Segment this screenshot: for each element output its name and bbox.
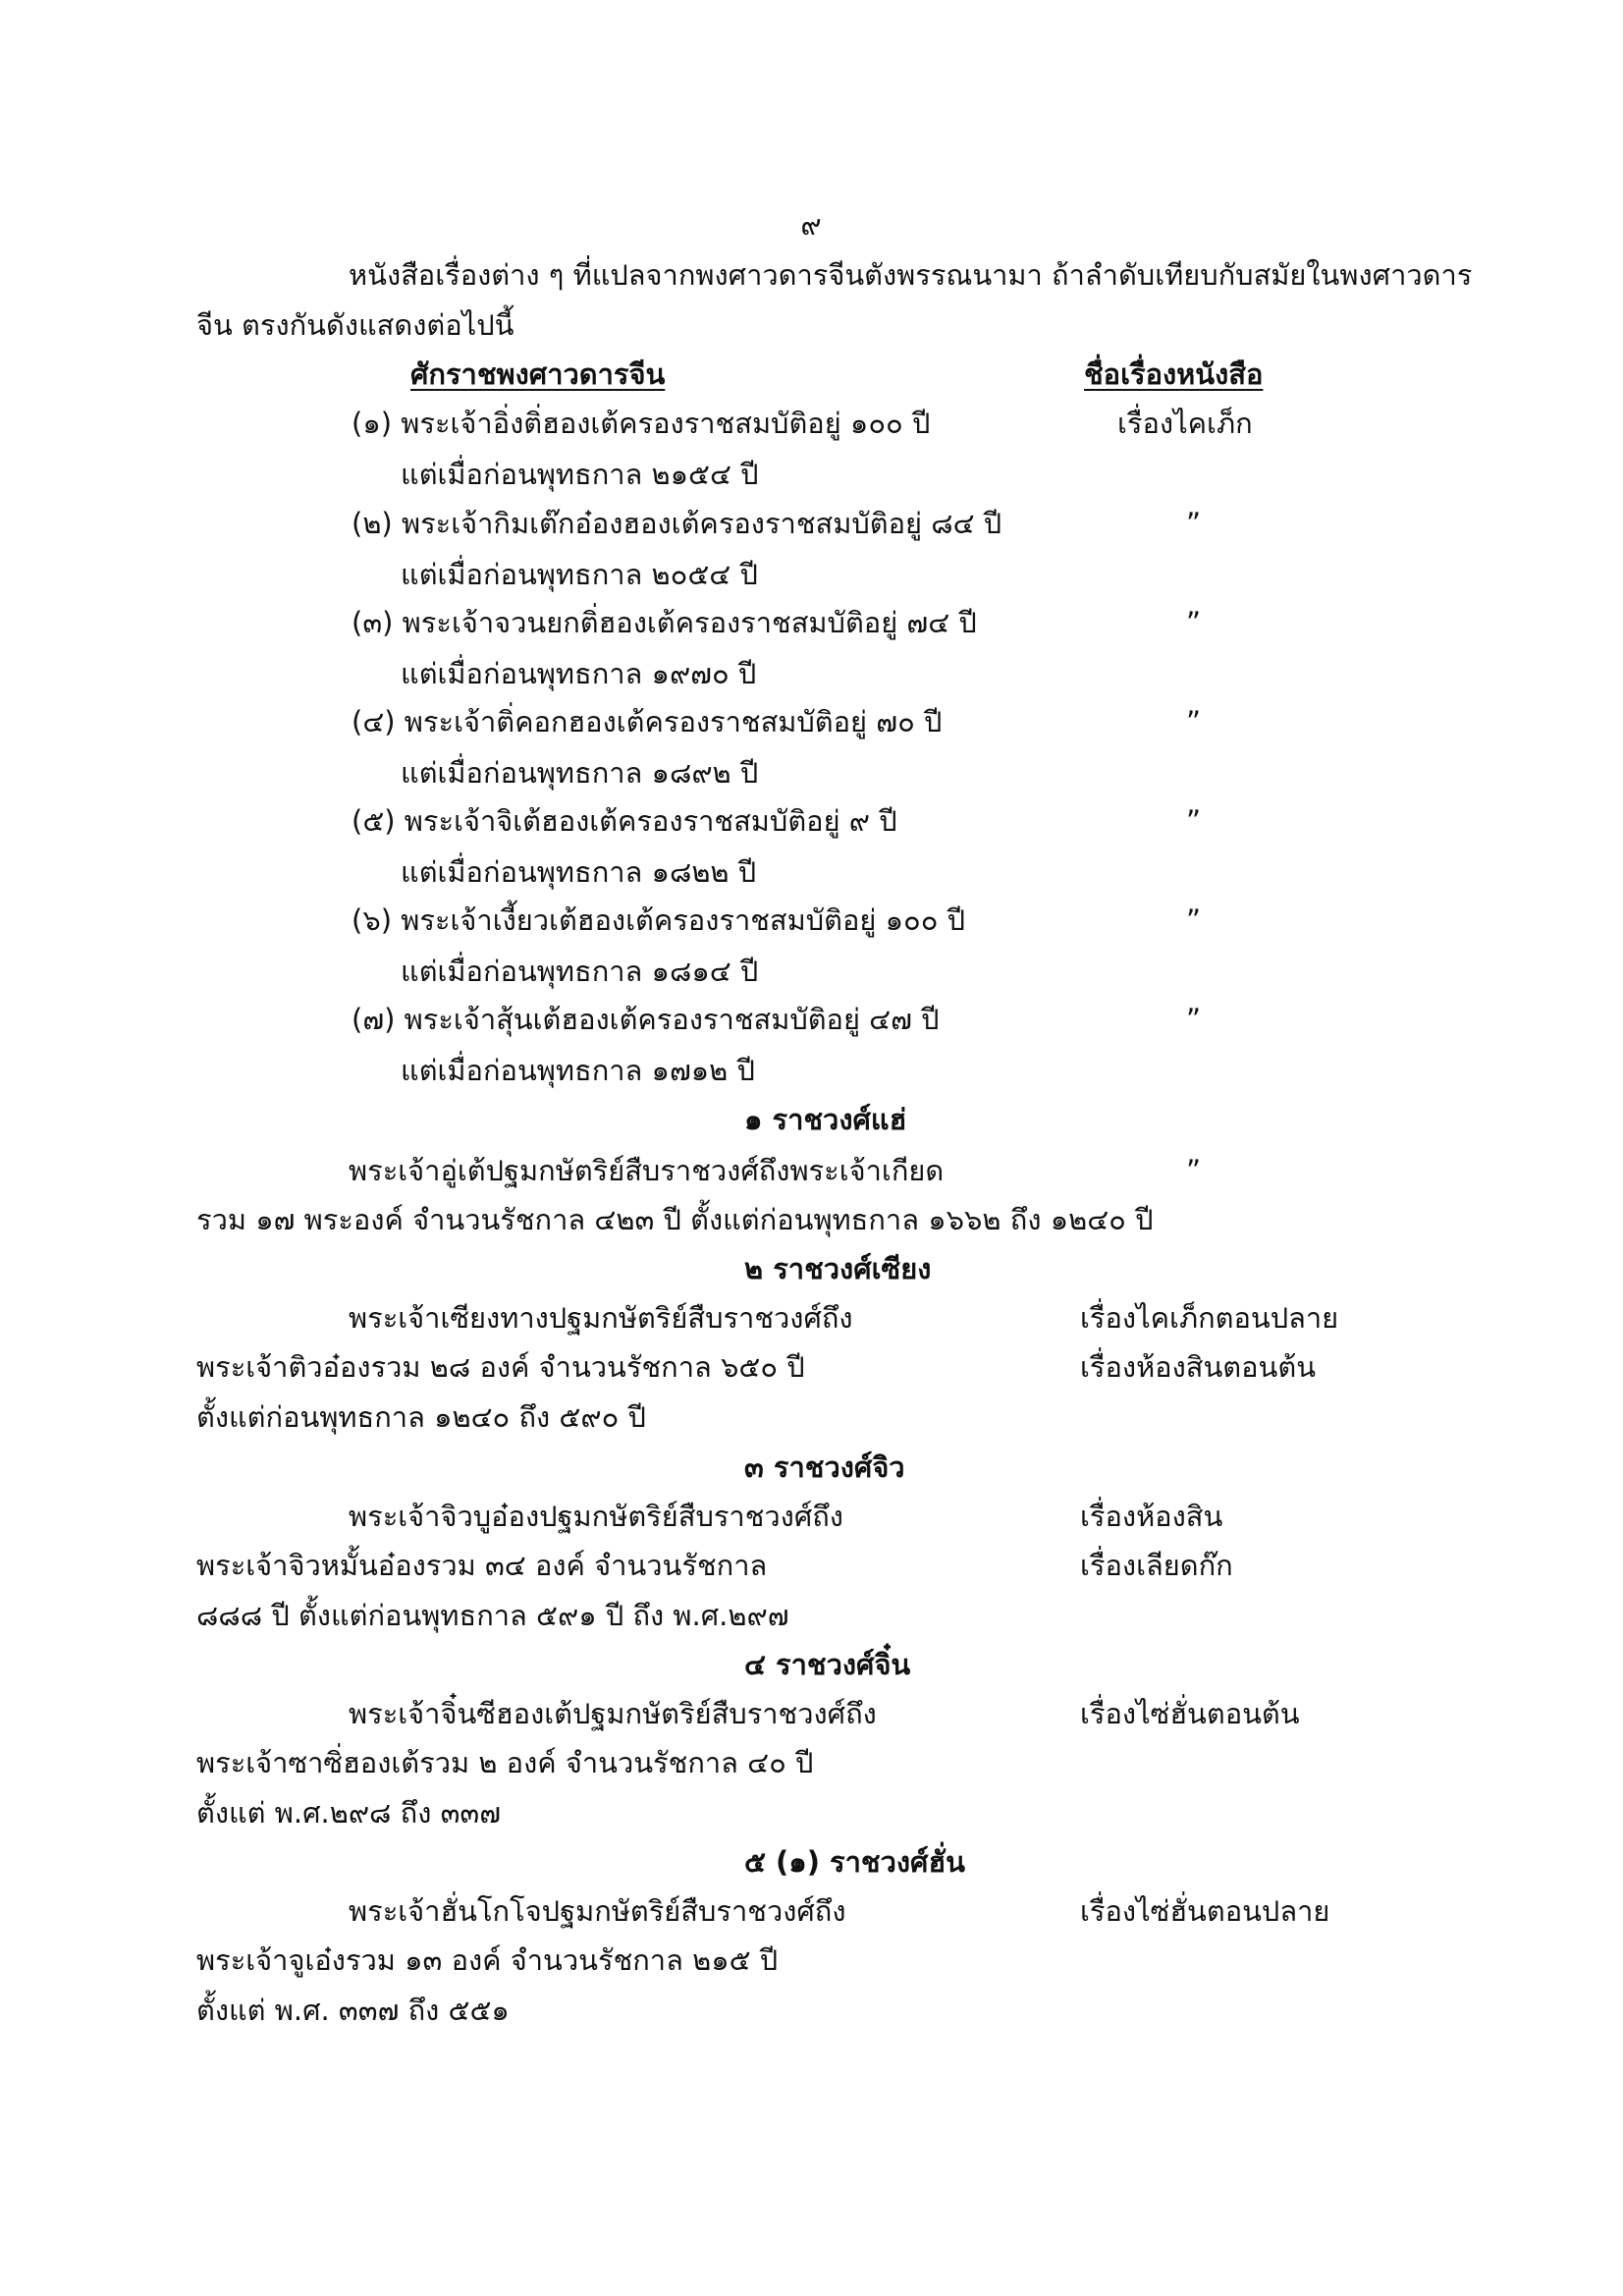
king-1-line-1: (๑) พระเจ้าอิ่งติ่ฮองเต้ครองราชสมบัติอยู่ ๑๐๐ ปี — [352, 407, 931, 440]
dynasty-3-line-1: พระเจ้าจิวบูอ๋องปฐมกษัตริย์สืบราชวงศ์ถึง — [349, 1500, 843, 1533]
dynasty-2-line-3: ตั้งแต่ก่อนพุทธกาล ๑๒๔๐ ถึง ๕๙๐ ปี — [196, 1400, 646, 1434]
dynasty-2-book-2: เรื่องห้องสินตอนต้น — [1080, 1350, 1317, 1384]
header-chinese-era: ศักราชพงศาวดารจีน — [410, 357, 666, 391]
dynasty-3-heading: ๓ ราชวงศ์จิว — [744, 1450, 905, 1484]
dynasty-1-heading: ๑ ราชวงศ์แฮ่ — [744, 1103, 907, 1136]
dynasty-5-heading: ๕ (๑) ราชวงศ์ฮั่น — [744, 1845, 965, 1879]
king-6-line-2: แต่เมื่อก่อนพุทธกาล ๑๘๑๔ ปี — [401, 955, 759, 988]
dynasty-2-line-2: พระเจ้าติวอ๋องรวม ๒๘ องค์ จำนวนรัชกาล ๖๕๐ ปี — [196, 1350, 805, 1384]
dynasty-4-line-2: พระเจ้าซาซิ่ฮองเต้รวม ๒ องค์ จำนวนรัชกาล ๔๐ ปี — [196, 1746, 814, 1779]
king-7-line-2: แต่เมื่อก่อนพุทธกาล ๑๗๑๒ ปี — [401, 1054, 755, 1087]
dynasty-5-book-1: เรื่องไซ่ฮั่นตอนปลาย — [1080, 1894, 1330, 1928]
ditto-mark: ” — [1186, 1003, 1202, 1036]
dynasty-5-line-3: ตั้งแต่ พ.ศ. ๓๓๗ ถึง ๕๕๑ — [196, 1994, 510, 2027]
king-6-line-1: (๖) พระเจ้าเงี้ยวเต้ฮองเต้ครองราชสมบัติอยู่ ๑๐๐ ปี — [352, 903, 966, 937]
ditto-mark: ” — [1186, 507, 1202, 540]
king-3-line-1: (๓) พระเจ้าจวนยกติ่ฮองเต้ครองราชสมบัติอยู่ ๗๔ ปี — [352, 606, 977, 639]
king-4-line-1: (๔) พระเจ้าติ่คอกฮองเต้ครองราชสมบัติอยู่ ๗๐ ปี — [352, 705, 943, 738]
dynasty-4-line-1: พระเจ้าจิ๋นซีฮองเต้ปฐมกษัตริย์สืบราชวงศ์ถึง — [349, 1697, 877, 1730]
ditto-mark: ” — [1186, 606, 1202, 639]
dynasty-1-line-1: พระเจ้าอู่เต้ปฐมกษัตริย์สืบราชวงศ์ถึงพระเจ้าเกียด — [349, 1154, 945, 1187]
dynasty-2-line-1: พระเจ้าเซียงทางปฐมกษัตริย์สืบราชวงศ์ถึง — [349, 1301, 853, 1335]
dynasty-3-line-2: พระเจ้าจิวหมั้นอ๋องรวม ๓๔ องค์ จำนวนรัชกาล — [196, 1549, 768, 1582]
dynasty-3-line-3: ๘๘๘ ปี ตั้งแต่ก่อนพุทธกาล ๕๙๑ ปี ถึง พ.ศ.๒๙๗ — [196, 1599, 789, 1632]
intro-line-1: หนังสือเรื่องต่าง ๆ ที่แปลจากพงศาวดารจีนตังพรรณนามา ถ้าลำดับเทียบกับสมัยในพงศาวดาร — [349, 258, 1473, 292]
dynasty-4-heading: ๔ ราชวงศ์จิ๋น — [744, 1648, 911, 1681]
king-2-line-1: (๒) พระเจ้ากิมเต๊กอ๋องฮองเต้ครองราชสมบัติอยู่ ๘๔ ปี — [352, 507, 1002, 540]
dynasty-4-book-1: เรื่องไซ่ฮั่นตอนต้น — [1080, 1697, 1300, 1730]
king-3-line-2: แต่เมื่อก่อนพุทธกาล ๑๙๗๐ ปี — [401, 657, 757, 690]
king-5-line-2: แต่เมื่อก่อนพุทธกาล ๑๘๒๒ ปี — [401, 855, 757, 889]
dynasty-2-heading: ๒ ราชวงศ์เซียง — [744, 1252, 932, 1285]
dynasty-5-line-1: พระเจ้าฮั่นโกโจปฐมกษัตริย์สืบราชวงศ์ถึง — [349, 1894, 846, 1928]
ditto-mark: ” — [1186, 1154, 1202, 1187]
ditto-mark: ” — [1186, 804, 1202, 838]
king-1-book: เรื่องไคเภ็ก — [1117, 407, 1253, 440]
ditto-mark: ” — [1186, 705, 1202, 738]
ditto-mark: ” — [1186, 903, 1202, 937]
dynasty-2-book-1: เรื่องไคเภ็กตอนปลาย — [1080, 1301, 1339, 1335]
king-1-line-2: แต่เมื่อก่อนพุทธกาล ๒๑๕๔ ปี — [401, 458, 759, 491]
header-book-title: ชื่อเรื่องหนังสือ — [1084, 357, 1264, 391]
page-number: ๙ — [800, 208, 822, 242]
king-5-line-1: (๕) พระเจ้าจิเต้ฮองเต้ครองราชสมบัติอยู่ ๙ ปี — [352, 804, 897, 838]
intro-line-2: จีน ตรงกันดังแสดงต่อไปนี้ — [196, 308, 514, 342]
king-7-line-1: (๗) พระเจ้าสุ้นเต้ฮองเต้ครองราชสมบัติอยู่ ๔๗ ปี — [352, 1003, 940, 1036]
dynasty-3-book-2: เรื่องเลียดก๊ก — [1080, 1549, 1233, 1582]
king-4-line-2: แต่เมื่อก่อนพุทธกาล ๑๘๙๒ ปี — [401, 756, 759, 790]
king-2-line-2: แต่เมื่อก่อนพุทธกาล ๒๐๕๔ ปี — [401, 558, 758, 591]
dynasty-4-line-3: ตั้งแต่ พ.ศ.๒๙๘ ถึง ๓๓๗ — [196, 1796, 502, 1830]
dynasty-5-line-2: พระเจ้าจูเอ๋งรวม ๑๓ องค์ จำนวนรัชกาล ๒๑๕ ปี — [196, 1943, 779, 1977]
dynasty-1-line-2: รวม ๑๗ พระองค์ จำนวนรัชกาล ๔๒๓ ปี ตั้งแต่ก่อนพุทธกาล ๑๖๖๒ ถึง ๑๒๔๐ ปี — [196, 1203, 1154, 1236]
dynasty-3-book-1: เรื่องห้องสิน — [1080, 1500, 1223, 1533]
